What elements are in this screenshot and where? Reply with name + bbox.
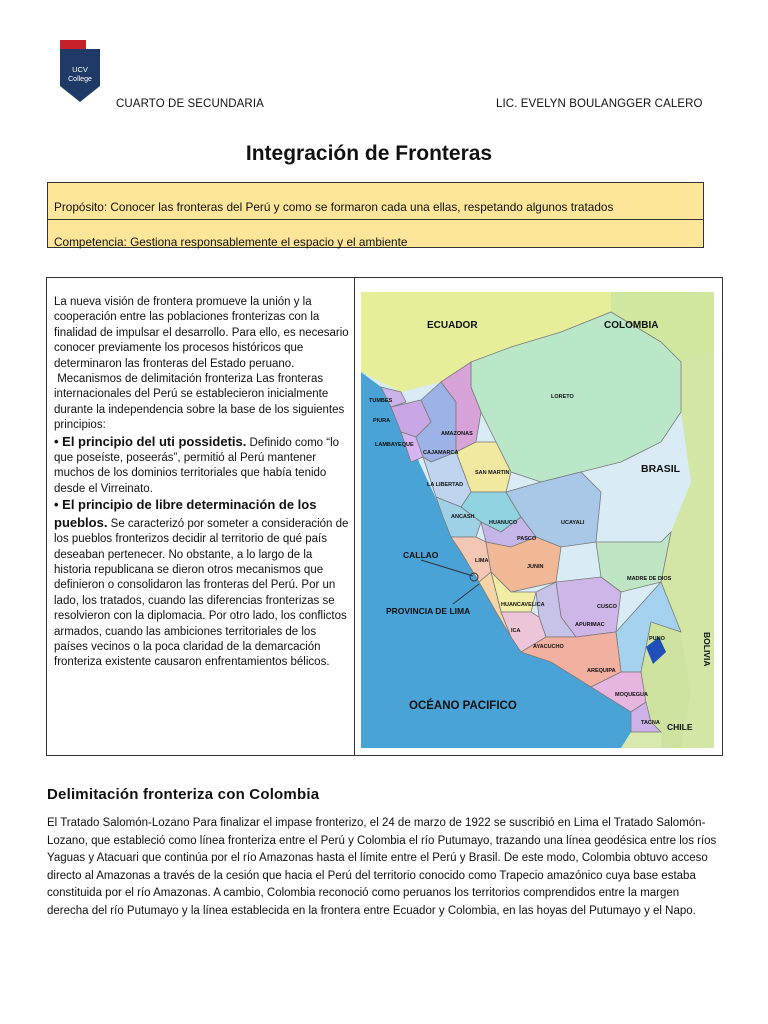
section-title-colombia: Delimitación fronteriza con Colombia xyxy=(47,786,320,803)
content-table xyxy=(46,277,723,756)
purpose-box xyxy=(47,182,704,248)
principle-1-title: • El principio del uti possidetis. xyxy=(54,433,247,449)
label-tacna: TACNA xyxy=(641,720,660,726)
label-loreto: LORETO xyxy=(551,394,574,400)
competence-text: Competencia: Gestiona responsablemente el espacio y el ambiente xyxy=(54,235,408,249)
label-pasco: PASCO xyxy=(517,536,537,542)
label-lima: LIMA xyxy=(475,558,489,564)
principle-self-determination: • El principio de libre determinación de los pueblos. Se caracterizó por someter a consideración de los pueblos fronterizos decidir al territorio de qué país deseaban pertenecer. No obstante, a lo largo de la historia republicana se dieron otros mecanismos que definieron o consolidaron las fronteras del Perú. Por un lado, los tratados, cuando las diferencias fronterizas se resolvieron con la diplomacia. Por otro lado, los conflictos armados, cuando las ambiciones territoriales de los países vecinos o la poca claridad de la demarcación fronteriza existente causaron enfrentamientos bélicos. xyxy=(54,497,349,669)
peru-political-map xyxy=(361,292,714,748)
label-ayacucho: AYACUCHO xyxy=(533,644,564,650)
purpose-text: Propósito: Conocer las fronteras del Perú y como se formaron cada una ellas, respetando algunos tratados xyxy=(54,200,614,214)
label-bolivia: BOLIVIA xyxy=(702,632,712,667)
purpose-divider xyxy=(48,219,703,220)
label-moquegua: MOQUEGUA xyxy=(615,692,648,698)
salomon-lozano-paragraph xyxy=(47,815,723,921)
label-huancavelica: HUANCAVELICA xyxy=(501,602,545,608)
principle-uti-possidetis: • El principio del uti possidetis. Definido como “lo que poseíste, poseerás”, permitió al Perú mantener muchos de los dominios territoriales que había tenido desde el Virreinato. xyxy=(54,433,340,495)
label-ancash: ANCASH xyxy=(451,514,475,520)
label-apurimac: APURIMAC xyxy=(575,622,605,628)
label-ecuador: ECUADOR xyxy=(427,320,478,331)
label-la-libertad: LA LIBERTAD xyxy=(427,482,464,488)
label-amazonas: AMAZONAS xyxy=(441,431,473,437)
logo-text-ucv: UCV xyxy=(72,65,88,74)
label-ica: ICA xyxy=(511,628,521,634)
principle-2-title: • El principio de libre determinación de los pueblos. xyxy=(54,497,317,530)
header-teacher: LIC. EVELYN BOULANGGER CALERO xyxy=(496,98,703,110)
label-oceano-pacifico: OCÉANO PACIFICO xyxy=(409,700,517,712)
label-colombia: COLOMBIA xyxy=(604,320,659,331)
label-cusco: CUSCO xyxy=(597,604,617,610)
label-tumbes: TUMBES xyxy=(369,398,393,404)
logo-text-college: College xyxy=(68,76,92,83)
section-paragraph-text: El Tratado Salomón-Lozano Para finalizar el impase fronterizo, el 24 de marzo de 1922 se suscribió en Lima el Tratado Salomón- Lozano, que estableció como línea fronteriza entre el Perú y Colombia el río Putumayo, trazando una línea geodésica entre los ríos Yaguas y Atacuari que continúa por el río Amazonas hasta el límite entre el Perú y Brasil. De este modo, Colombia obtuvo acceso directo al Amazonas a través de la cesión que hacia el Perú del territorio conocido como Trapecio amazónico cuya base estaba constituida por el río Amazonas. A cambio, Colombia reconoció como peruanos los territorios comprendidos entre la margen derecha del río Putumayo y la línea establecida en la frontera entre Ecuador y Colombia, en las hoyas del Putumayo y el Napo. xyxy=(47,817,717,917)
label-arequipa: AREQUIPA xyxy=(587,668,616,674)
label-san-martin: SAN MARTIN xyxy=(475,470,510,476)
column-divider xyxy=(354,278,355,755)
label-huanuco: HUANUCO xyxy=(489,520,518,526)
ucv-college-logo xyxy=(60,40,100,102)
label-madre-de-dios: MADRE DE DIOS xyxy=(627,576,672,582)
label-junin: JUNIN xyxy=(527,564,544,570)
page-title: Integración de Fronteras xyxy=(245,142,493,165)
intro-paragraph: La nueva visión de frontera promueve la unión y la cooperación entre las poblaciones fronterizas con la finalidad de impulsar el desarrollo. Para ello, es necesario conocer previamente los procesos históricos que determinaron las fronteras del Estado peruano. xyxy=(54,296,349,370)
label-cajamarca: CAJAMARCA xyxy=(423,450,459,456)
label-brasil: BRASIL xyxy=(641,463,681,475)
label-puno: PUNO xyxy=(649,636,665,642)
label-piura: PIURA xyxy=(373,418,391,424)
label-chile: CHILE xyxy=(667,722,693,732)
frontier-vision-text xyxy=(54,295,350,671)
header-grade: CUARTO DE SECUNDARIA xyxy=(116,98,264,110)
label-callao: CALLAO xyxy=(403,550,439,560)
label-lambayeque: LAMBAYEQUE xyxy=(375,442,414,448)
label-provincia-lima: PROVINCIA DE LIMA xyxy=(386,606,471,616)
mechanisms-paragraph: Mecanismos de delimitación fronteriza Las fronteras internacionales del Perú se establecieron inicialmente durante la independencia sobre la base de los siguientes principios: xyxy=(54,373,345,432)
label-ucayali: UCAYALI xyxy=(561,520,585,526)
